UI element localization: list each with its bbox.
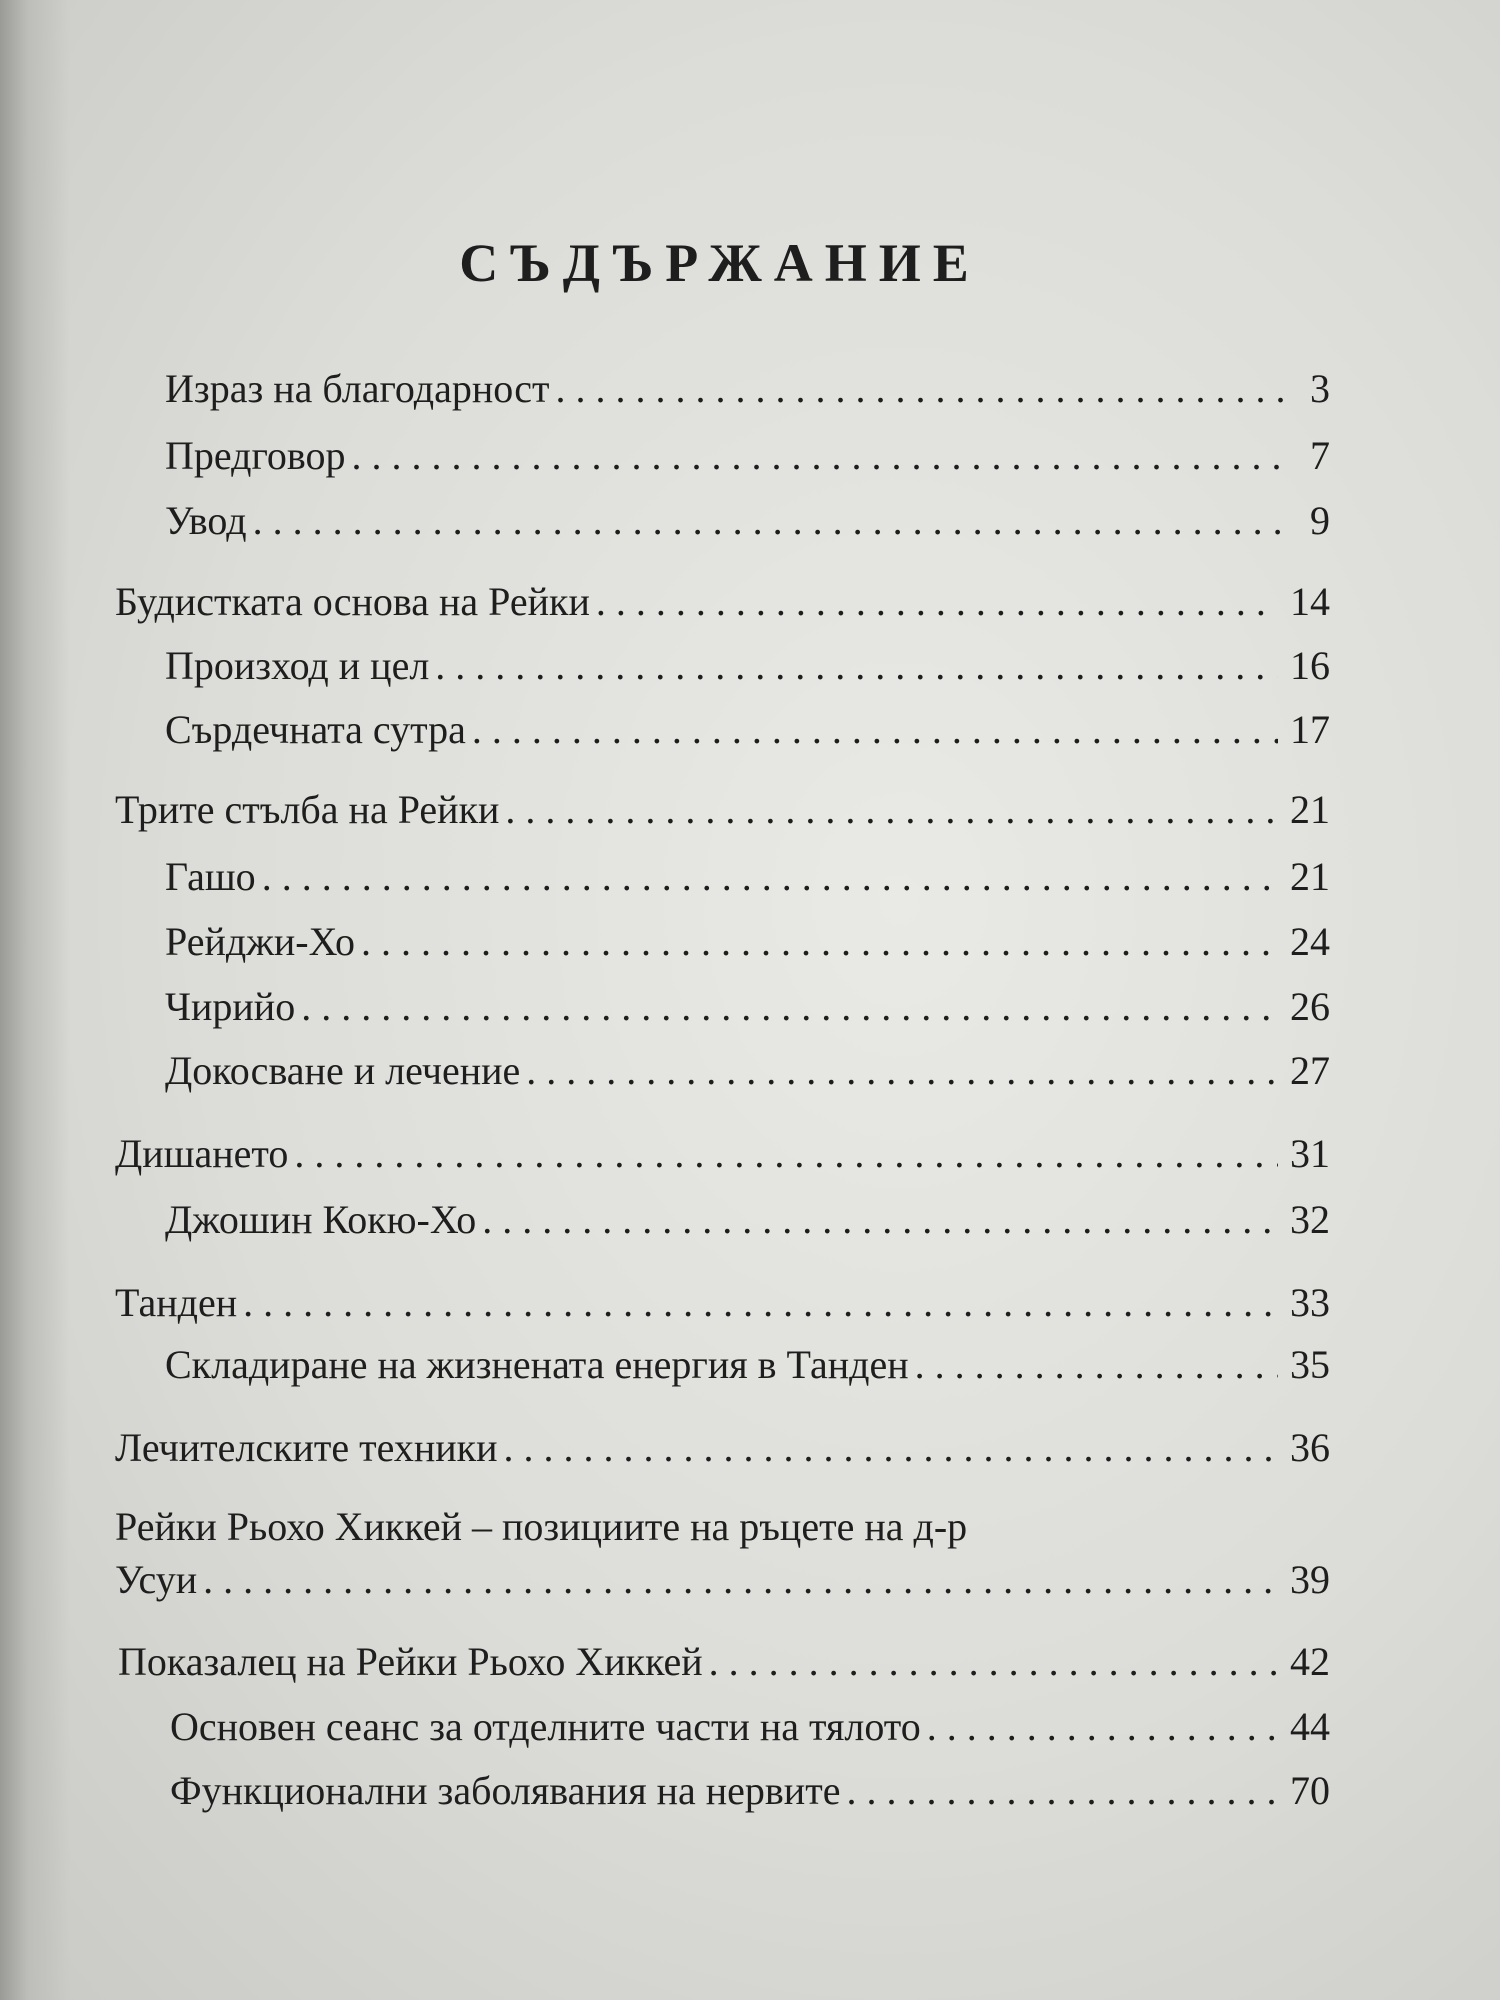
- toc-entry: [165, 706, 1330, 754]
- page-title: СЪДЪРЖАНИЕ: [459, 233, 981, 293]
- toc-entry: [170, 1767, 1330, 1815]
- toc-entry-label: Складиране на жизнената енергия в Танден: [165, 1342, 909, 1387]
- toc-entry-label: Сърдечната сутра: [165, 707, 466, 752]
- toc-leader-dots: [352, 432, 1285, 480]
- toc-section-label: Показалец на Рейки Рьохо Хиккей: [118, 1639, 703, 1684]
- toc-page-number: 27: [1290, 1048, 1330, 1093]
- toc-leader-dots: [243, 1279, 1278, 1327]
- toc-leader-dots: [482, 1196, 1278, 1244]
- toc-leader-dots: [927, 1703, 1278, 1751]
- toc-entry-label: Гашо: [165, 854, 256, 899]
- toc-page-number: 24: [1290, 919, 1330, 964]
- toc-section: [115, 1279, 1330, 1327]
- toc-leader-dots: [709, 1638, 1278, 1686]
- toc-leader-dots: [846, 1767, 1278, 1815]
- toc-section-label: Трите стълба на Рейки: [115, 787, 500, 832]
- toc-leader-dots: [435, 642, 1278, 690]
- toc-entry-label: Чирийо: [165, 984, 296, 1029]
- toc-entry: [165, 642, 1330, 690]
- toc-entry-label: Джошин Кокю-Хо: [165, 1197, 477, 1242]
- toc-entry: [165, 1047, 1330, 1095]
- toc-section-label: Усуи: [115, 1557, 198, 1602]
- toc-entry-label: Увод: [165, 498, 247, 543]
- toc-leader-dots: [526, 1047, 1278, 1095]
- toc-section-label: Танден: [115, 1280, 238, 1325]
- toc-section-label-line1: Рейки Рьохо Хиккей – позициите на ръцете на д-р: [115, 1504, 968, 1549]
- toc-page-number: 7: [1310, 433, 1330, 478]
- toc-page-number: 32: [1290, 1197, 1330, 1242]
- toc-entry-label: Функционални заболявания на нервите: [170, 1768, 841, 1813]
- toc-page-number: 31: [1290, 1131, 1330, 1176]
- toc-entry-label: Докосване и лечение: [165, 1048, 521, 1093]
- toc-leader-dots: [504, 1424, 1278, 1472]
- toc-leader-dots: [262, 853, 1278, 901]
- toc-leader-dots: [472, 706, 1278, 754]
- toc-page-number: 42: [1290, 1639, 1330, 1684]
- toc-section-label: Будистката основа на Рейки: [115, 579, 590, 624]
- toc-leader-dots: [505, 786, 1278, 834]
- toc-entry: [165, 853, 1330, 901]
- toc-section: [115, 1130, 1330, 1178]
- toc-leader-dots: [596, 578, 1278, 626]
- toc-page-number: 33: [1290, 1280, 1330, 1325]
- toc-leader-dots: [203, 1556, 1278, 1604]
- toc-entry: [165, 432, 1330, 480]
- toc-page-number: 36: [1290, 1425, 1330, 1470]
- toc-leader-dots: [361, 918, 1278, 966]
- toc-entry: [165, 1196, 1330, 1244]
- toc-page-number: 39: [1290, 1557, 1330, 1602]
- toc-page-number: 3: [1310, 366, 1330, 411]
- toc-entry: [165, 1341, 1330, 1389]
- toc-page-number: 21: [1290, 854, 1330, 899]
- toc-leader-dots: [555, 365, 1284, 413]
- toc-page-number: 35: [1290, 1342, 1330, 1387]
- toc-page-number: 44: [1290, 1704, 1330, 1749]
- toc-page-number: 70: [1290, 1768, 1330, 1813]
- toc-entry: [165, 983, 1330, 1031]
- toc-page-number: 26: [1290, 984, 1330, 1029]
- toc-entry: [165, 365, 1330, 413]
- toc-page-number: 9: [1310, 498, 1330, 543]
- toc-page-number: 17: [1290, 707, 1330, 752]
- toc-entry-label: Израз на благодарност: [165, 366, 550, 411]
- toc-entry-label: Предговор: [165, 433, 346, 478]
- toc-entry-label: Произход и цел: [165, 643, 430, 688]
- toc-leader-dots: [253, 497, 1284, 545]
- toc-section: [115, 1556, 1330, 1604]
- toc-entry: [165, 918, 1330, 966]
- toc-leader-dots: [301, 983, 1278, 1031]
- toc-entry: [170, 1703, 1330, 1751]
- toc-section: [115, 1424, 1330, 1472]
- toc-section-label: Дишането: [115, 1131, 289, 1176]
- toc-page-number: 21: [1290, 787, 1330, 832]
- toc-leader-dots: [294, 1130, 1278, 1178]
- toc-section: [118, 1638, 1330, 1686]
- toc-section: [115, 786, 1330, 834]
- toc-leader-dots: [915, 1341, 1278, 1389]
- toc-section: [115, 578, 1330, 626]
- toc-entry-label: Основен сеанс за отделните части на тялото: [170, 1704, 921, 1749]
- toc-page-number: 14: [1290, 579, 1330, 624]
- toc-entry: [165, 497, 1330, 545]
- toc-entry-label: Рейджи-Хо: [165, 919, 355, 964]
- toc-section-label: Лечителските техники: [115, 1425, 498, 1470]
- toc-page-number: 16: [1290, 643, 1330, 688]
